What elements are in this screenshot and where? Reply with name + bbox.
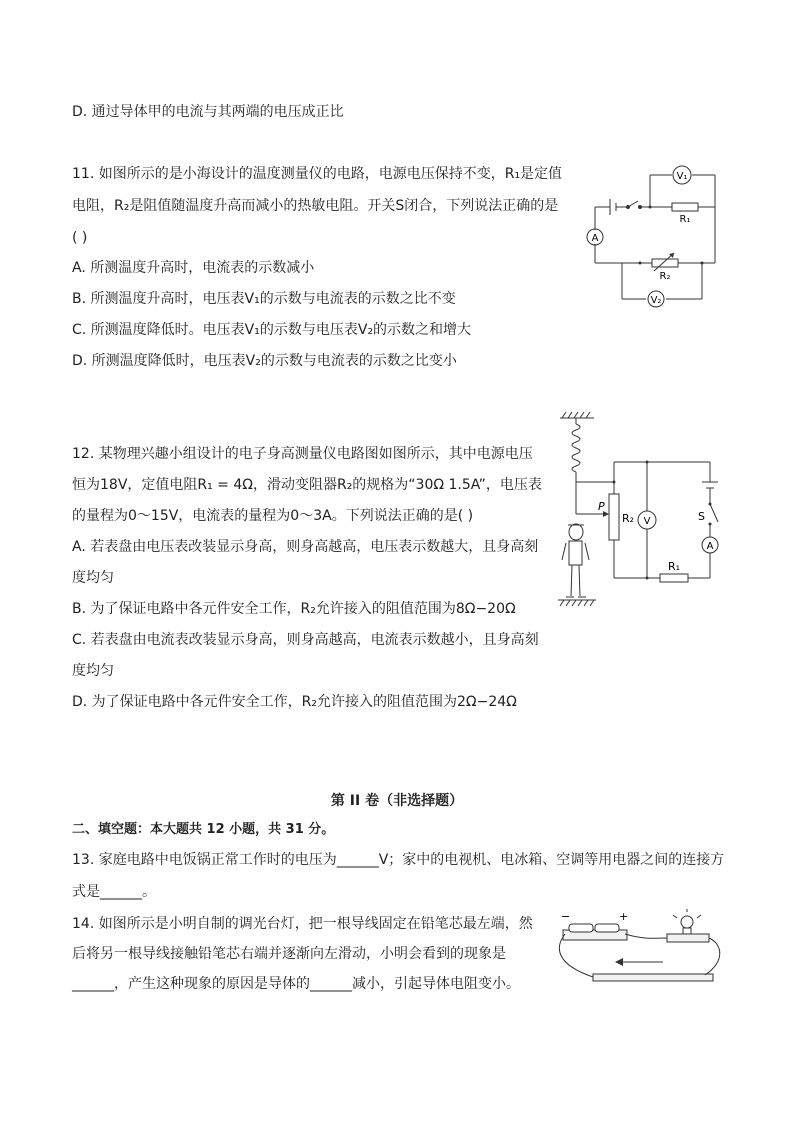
- q12-stem-line2: 恒为18V，定值电阻R₁ = 4Ω，滑动变阻器R₂的规格为“30Ω 1.5A”，电压表: [72, 477, 542, 493]
- q11-fig-v1-label: V₁: [676, 171, 688, 182]
- q12-option-c-line1: C. 若表盘由电流表改装显示身高，则身高越高，电流表示数越小，且身高刻: [72, 632, 539, 648]
- q11-option-b: B. 所测温度升高时，电压表V₁的示数与电流表的示数之比不变: [72, 291, 456, 307]
- q11-option-a: A. 所测温度升高时，电流表的示数减小: [72, 260, 315, 276]
- q12-option-d: D. 为了保证电路中各元件安全工作，R₂允许接入的阻值范围为2Ω−24Ω: [72, 694, 517, 710]
- q14-line3: ______，产生这种现象的原因是导体的______减小，引起导体电阻变小。: [72, 976, 520, 992]
- q11-fig-ammeter-label: A: [591, 233, 599, 244]
- q12-option-c-line2: 度均匀: [72, 663, 114, 679]
- q11-stem-line1: 11. 如图所示的是小海设计的温度测量仪的电路，电源电压保持不变，R₁是定值: [72, 166, 563, 182]
- q12-fig-ammeter-label: A: [706, 541, 714, 552]
- q11-stem-line2: 电阻，R₂是阻值随温度升高而减小的热敏电阻。开关S闭合，下列说法正确的是: [72, 198, 559, 214]
- q12-option-b: B. 为了保证电路中各元件安全工作，R₂允许接入的阻值范围为8Ω−20Ω: [72, 601, 516, 617]
- q12-stem-line1: 12. 某物理兴趣小组设计的电子身高测量仪电路图如图所示，其中电源电压: [72, 446, 533, 462]
- q14-dimmer-lamp-diagram: [555, 912, 730, 987]
- q12-fig-slider-label: P: [598, 500, 605, 513]
- q11-circuit-diagram: [580, 165, 720, 305]
- q12-fig-r2-label: R₂: [622, 512, 635, 525]
- q11-fig-r2-label: R₂: [659, 271, 671, 282]
- section-fill-in-blank: 二、填空题：本大题共 12 小题，共 31 分。: [72, 822, 335, 837]
- q10-option-d: D. 通过导体甲的电流与其两端的电压成正比: [72, 104, 344, 120]
- q12-fig-voltmeter-label: V: [643, 516, 651, 527]
- q11-fig-r1-label: R₁: [679, 214, 691, 225]
- q12-stem-line3: 的量程为0～15V，电流表的量程为0～3A。下列说法正确的是( ): [72, 508, 474, 524]
- q11-option-d: D. 所测温度降低时，电压表V₂的示数与电流表的示数之比变小: [72, 353, 457, 369]
- q14-line1: 14. 如图所示是小明自制的调光台灯，把一根导线固定在铅笔芯最左端，然: [72, 916, 533, 932]
- q12-fig-switch-label: S: [698, 510, 705, 523]
- q13-line2: 式是______。: [72, 884, 156, 900]
- part2-title: 第 II 卷（非选择题）: [330, 793, 464, 809]
- q13-line1: 13. 家庭电路中电饭锅正常工作时的电压为______V；家中的电视机、电冰箱、空调等用电器之间的连接方: [72, 852, 725, 868]
- q14-line2: 后将另一根导线接触铅笔芯右端并逐渐向左滑动，小明会看到的现象是: [72, 946, 506, 962]
- q12-fig-r1-label: R₁: [667, 560, 681, 573]
- q14-fig-minus-label: −: [561, 910, 571, 923]
- q12-option-a-line2: 度均匀: [72, 570, 114, 586]
- q14-fig-plus-label: +: [619, 910, 629, 923]
- q12-option-a-line1: A. 若表盘由电压表改装显示身高，则身高越高，电压表示数越大，且身高刻: [72, 539, 539, 555]
- q11-stem-line3: ( ): [72, 230, 88, 246]
- q12-height-meter-diagram: [552, 410, 727, 610]
- q11-option-c: C. 所测温度降低时。电压表V₁的示数与电压表V₂的示数之和增大: [72, 322, 472, 338]
- q11-fig-v2-label: V₂: [650, 295, 662, 306]
